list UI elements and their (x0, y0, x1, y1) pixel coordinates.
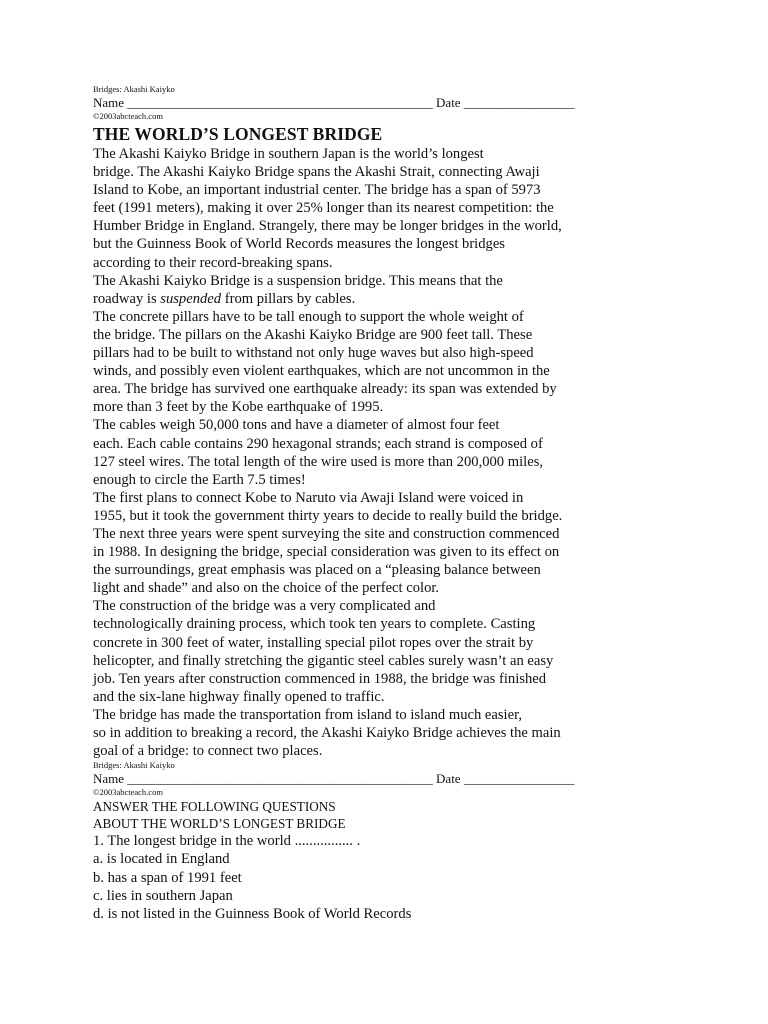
paragraph-suspension (93, 272, 638, 308)
questions-heading (93, 798, 638, 832)
text-line: job. Ten years after construction commenced in 1988, the bridge was finished (93, 670, 547, 687)
text-line: The Akashi Kaiyko Bridge is a suspension bridge. This means that the (93, 272, 503, 289)
text-line: The construction of the bridge was a very complicated and (93, 598, 436, 615)
text-line: The cables weigh 50,000 tons and have a diameter of almost four feet (93, 417, 500, 434)
name-date-line: Name _______________________________________________ Date _________________ (93, 95, 575, 110)
text-line: so in addition to breaking a record, the Akashi Kaiyko Bridge achieves the main (93, 725, 561, 741)
text-line: Island to Kobe, an important industrial center. The bridge has a span of 5973 (93, 182, 541, 199)
answer-option: a. is located in England (93, 851, 230, 868)
text-line: but the Guinness Book of World Records measures the longest bridges (93, 236, 505, 253)
emphasized-word: suspended (160, 290, 222, 307)
text-line: goal of a bridge: to connect two places. (93, 743, 323, 760)
course-label: Bridges: Akashi Kaiyko (93, 760, 175, 771)
copyright-notice: ©2003abcteach.com (93, 787, 163, 798)
text-line: in 1988. In designing the bridge, special consideration was given to its effect on (93, 544, 560, 561)
text-line: each. Each cable contains 290 hexagonal strands; each strand is composed of (93, 435, 543, 452)
text-line: winds, and possibly even violent earthquakes, which are not uncommon in the (93, 363, 550, 380)
article-body (93, 145, 638, 760)
paragraph-cables (93, 416, 638, 488)
paragraph-intro (93, 145, 638, 272)
heading-line: ABOUT THE WORLD’S LONGEST BRIDGE (93, 816, 346, 832)
course-label: Bridges: Akashi Kaiyko (93, 84, 175, 94)
text-line (93, 290, 638, 308)
text-line: 127 steel wires. The total length of the wire used is more than 200,000 miles, (93, 453, 544, 470)
answer-option: b. has a span of 1991 feet (93, 869, 242, 886)
text-line: 1955, but it took the government thirty years to decide to really build the bridge. (93, 507, 563, 524)
answer-option: c. lies in southern Japan (93, 887, 233, 904)
text-line: pillars had to be built to withstand not only huge waves but also high-speed (93, 345, 534, 362)
question-1 (93, 832, 638, 923)
text-line: the surroundings, great emphasis was placed on a “pleasing balance between (93, 562, 541, 579)
text-line: Humber Bridge in England. Strangely, there may be longer bridges in the world, (93, 218, 562, 235)
text-line: helicopter, and finally stretching the gigantic steel cables surely wasn’t an easy (93, 652, 554, 669)
text-line: area. The bridge has survived one earthquake already: its span was extended by (93, 381, 557, 398)
text-line: The first plans to connect Kobe to Naruto via Awaji Island were voiced in (93, 489, 524, 506)
heading-line: ANSWER THE FOLLOWING QUESTIONS (93, 799, 336, 815)
answer-option: d. is not listed in the Guinness Book of World Records (93, 906, 412, 922)
text-line: the bridge. The pillars on the Akashi Kaiyko Bridge are 900 feet tall. These (93, 326, 533, 343)
paragraph-pillars (93, 308, 638, 417)
text-line: The concrete pillars have to be tall enough to support the whole weight of (93, 308, 524, 325)
text-line: The Akashi Kaiyko Bridge in southern Japan is the world’s longest (93, 146, 484, 162)
paragraph-conclusion (93, 706, 638, 760)
text-fragment: roadway is (93, 290, 161, 307)
text-line: feet (1991 meters), making it over 25% longer than its nearest competition: the (93, 200, 554, 217)
worksheet-page (93, 84, 638, 923)
copyright-notice: ©2003abcteach.com (93, 111, 163, 121)
text-line: according to their record-breaking spans. (93, 254, 333, 271)
question-prompt: 1. The longest bridge in the world ................ . (93, 833, 361, 850)
text-line: concrete in 300 feet of water, installing special pilot ropes over the strait by (93, 634, 534, 651)
page-title: THE WORLD’S LONGEST BRIDGE (93, 124, 383, 144)
questions-section (93, 760, 638, 923)
text-line: enough to circle the Earth 7.5 times! (93, 471, 306, 488)
paragraph-construction (93, 597, 638, 706)
paragraph-plans (93, 489, 638, 598)
text-line: more than 3 feet by the Kobe earthquake of 1995. (93, 399, 384, 416)
name-date-line: Name _______________________________________________ Date _________________ (93, 771, 575, 787)
text-line: The next three years were spent surveying the site and construction commenced (93, 525, 560, 542)
text-line: technologically draining process, which took ten years to complete. Casting (93, 616, 536, 633)
text-line: light and shade” and also on the choice of the perfect color. (93, 580, 440, 597)
text-line: bridge. The Akashi Kaiyko Bridge spans the Akashi Strait, connecting Awaji (93, 164, 540, 181)
text-fragment: from pillars by cables. (221, 290, 356, 307)
text-line: and the six-lane highway finally opened to traffic. (93, 688, 385, 705)
text-line: The bridge has made the transportation from island to island much easier, (93, 706, 522, 723)
